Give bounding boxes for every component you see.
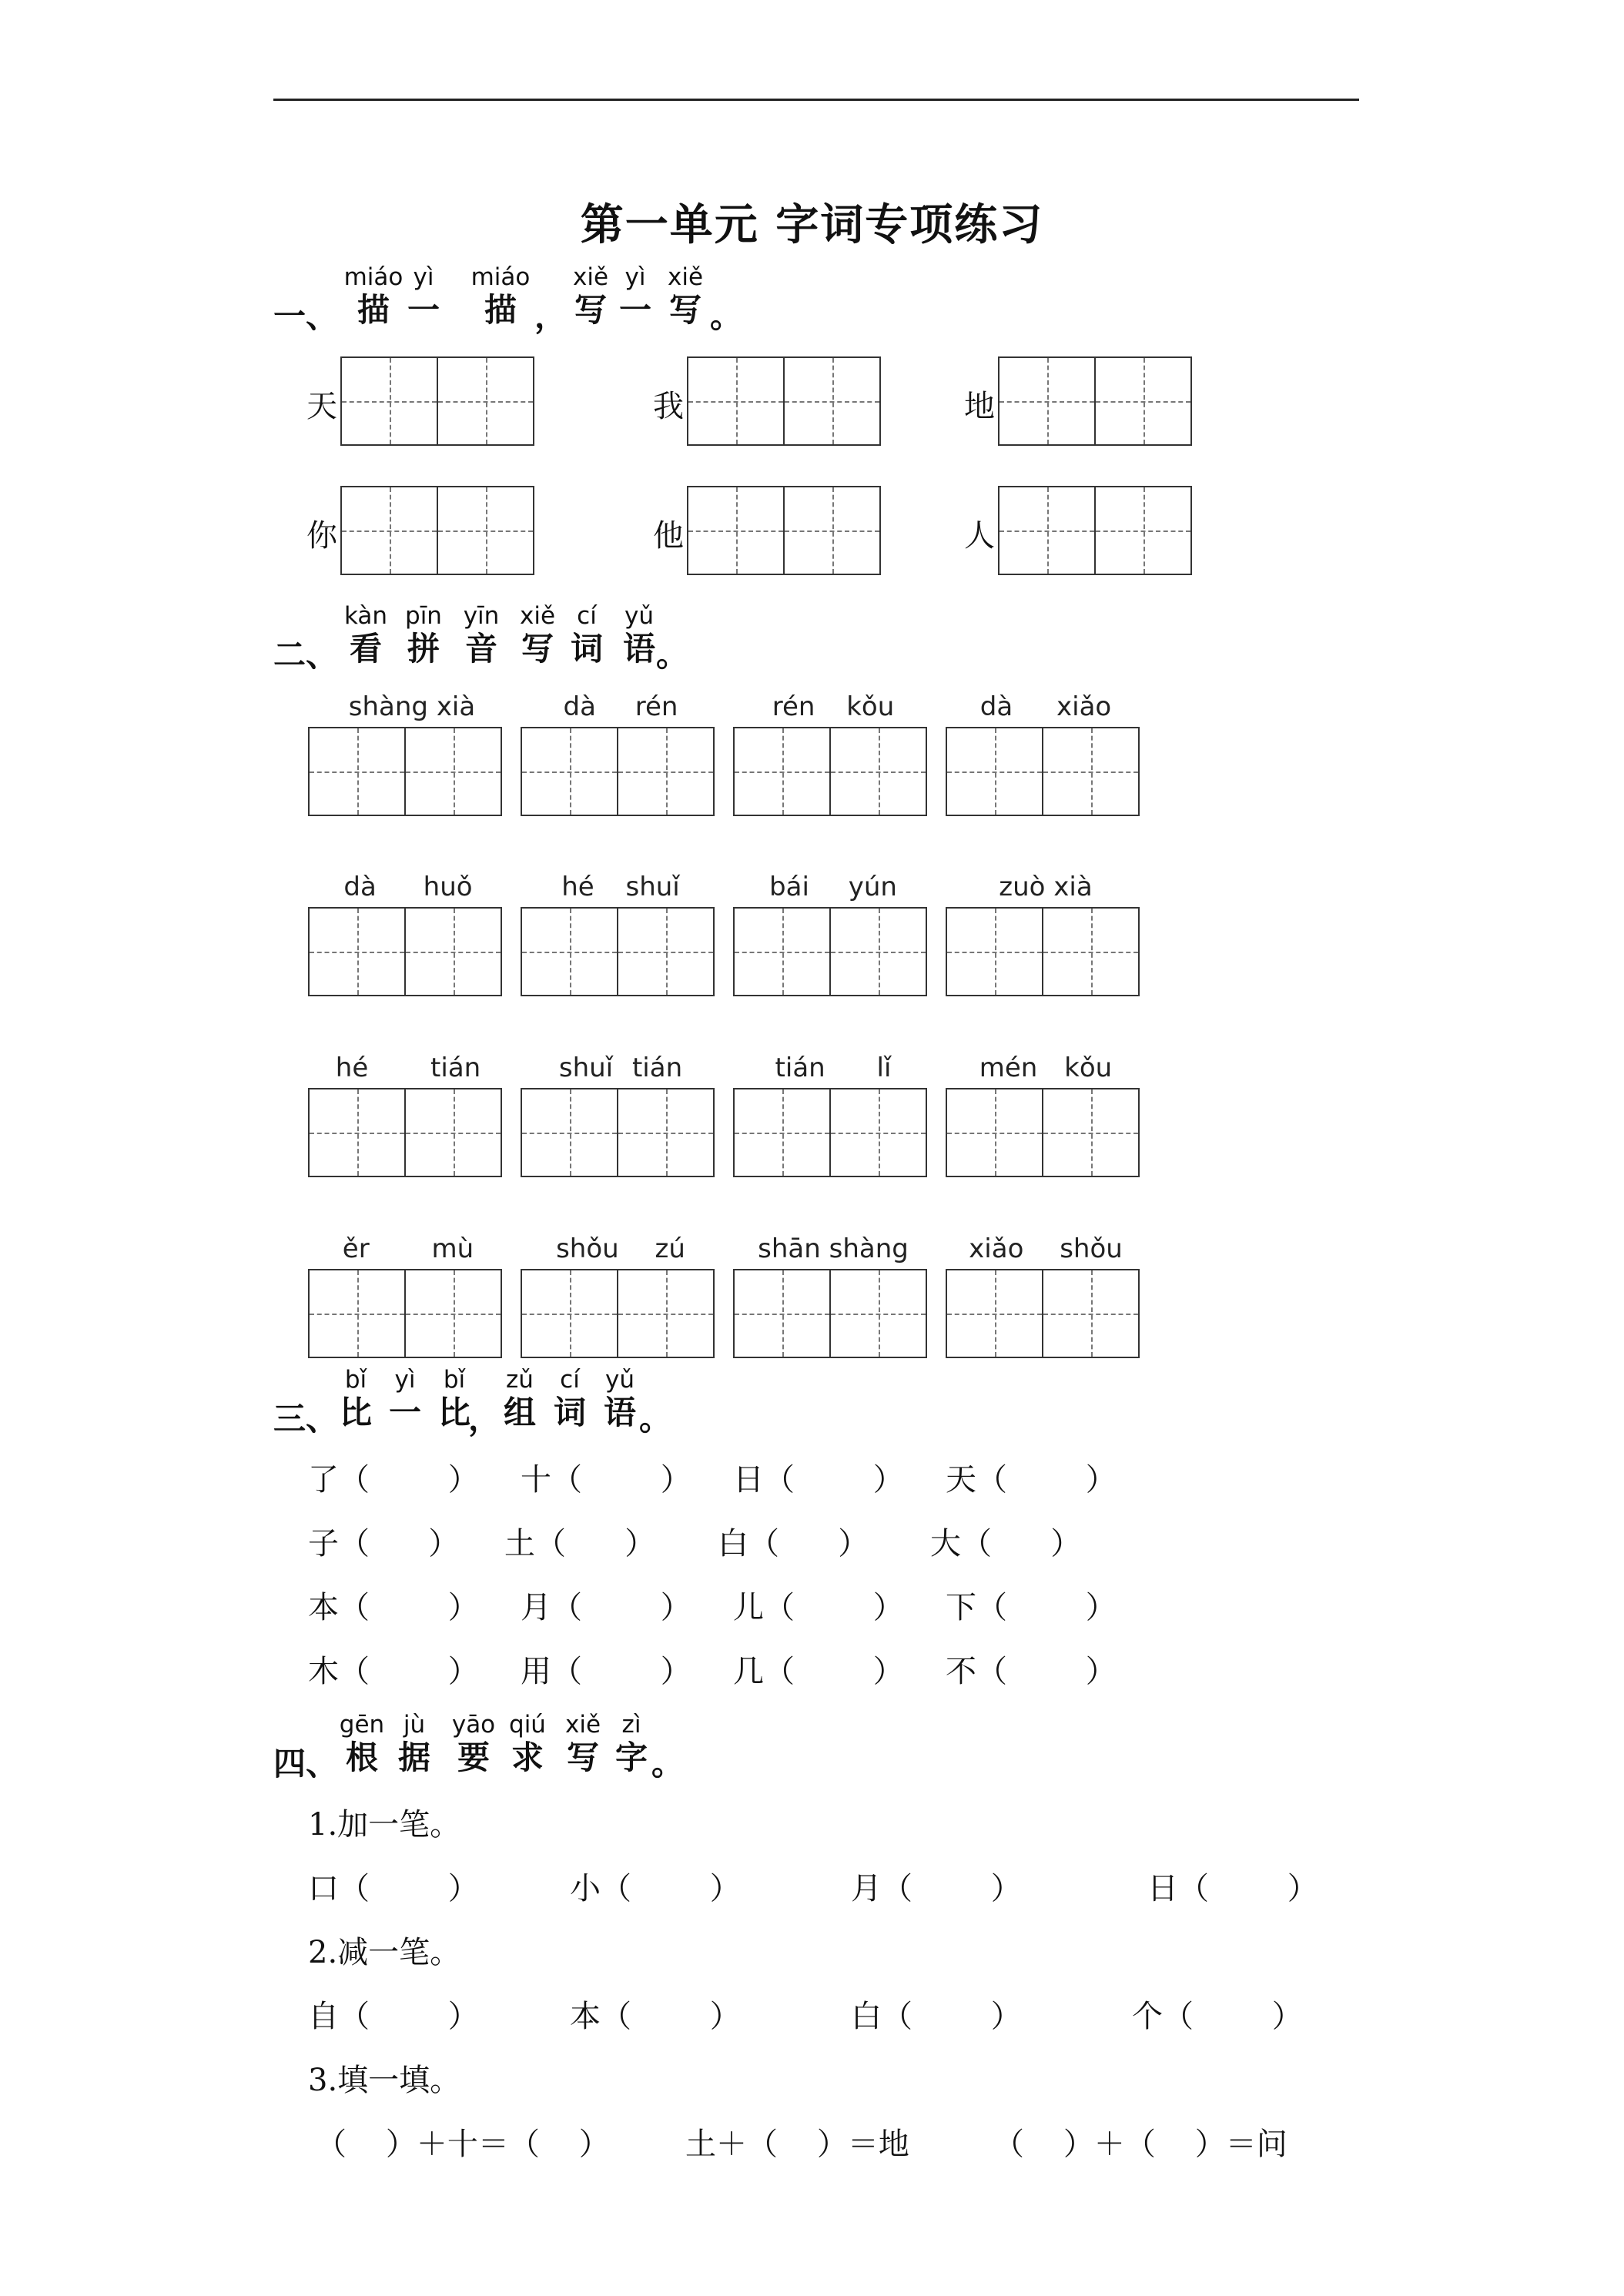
answer-grid[interactable] xyxy=(521,727,715,816)
pinyin-label: mén kǒu xyxy=(979,1053,1113,1083)
pinyin-label: hé shuǐ xyxy=(561,872,680,902)
page-title: 第一单元 字词专项练习 xyxy=(580,199,1044,250)
section-1-period: 。 xyxy=(710,297,743,335)
section-4-period: 。 xyxy=(651,1745,685,1782)
fill-blank-item[interactable]: 小（ ） xyxy=(570,1871,741,1906)
pinyin-label: dà rén xyxy=(563,691,678,722)
section-4-ruby-2: yāo 要 xyxy=(451,1711,496,1776)
section-1-ruby-3: xiě 写 xyxy=(572,263,609,329)
fill-blank-item[interactable]: 下（ ） xyxy=(946,1590,1117,1625)
fill-blank-item[interactable]: 自（ ） xyxy=(308,1999,479,2034)
answer-grid[interactable] xyxy=(946,727,1140,816)
writing-grid[interactable] xyxy=(340,356,534,446)
fill-blank-item[interactable]: 儿（ ） xyxy=(733,1590,904,1625)
section-4-ruby-5: zì 字 xyxy=(614,1711,648,1776)
section-2-ruby-5: yǔ 语 xyxy=(622,602,655,668)
answer-grid[interactable] xyxy=(521,1269,715,1358)
question-2-title: 2.减一笔。 xyxy=(308,1935,461,1970)
writing-grid[interactable] xyxy=(998,356,1192,446)
trace-char-label: 天 xyxy=(306,389,337,424)
fill-blank-item[interactable]: 白（ ） xyxy=(718,1526,869,1561)
section-1-ruby-1: yì 一 xyxy=(407,263,440,329)
section-3-ruby-5: yǔ 语 xyxy=(603,1366,636,1431)
fill-blank-item[interactable]: 本（ ） xyxy=(308,1590,479,1625)
pinyin-label: xiǎo shǒu xyxy=(969,1233,1123,1264)
fill-blank-item[interactable]: （ ）＋十＝（ ） xyxy=(316,2127,610,2162)
section-3-ruby-1: yì 一 xyxy=(388,1366,421,1431)
pinyin-label: zuò xià xyxy=(999,872,1093,902)
question-1-title: 1.加一笔。 xyxy=(308,1807,461,1842)
answer-grid[interactable] xyxy=(733,1088,927,1177)
fill-blank-item[interactable]: 天（ ） xyxy=(946,1462,1117,1498)
section-3-ruby-3: zǔ 组 xyxy=(503,1366,536,1431)
trace-char-label: 我 xyxy=(653,389,684,424)
pinyin-label: shǒu zú xyxy=(556,1233,685,1264)
section-2-number: 二、 xyxy=(273,636,339,674)
section-4-ruby-0: gēn 根 xyxy=(339,1711,385,1776)
pinyin-label: tián lǐ xyxy=(775,1053,892,1083)
section-1-ruby-4: yì 一 xyxy=(618,263,651,329)
pinyin-label: ěr mù xyxy=(342,1233,474,1264)
section-2-ruby-0: kàn 看 xyxy=(343,602,388,668)
trace-char-label: 人 xyxy=(964,518,995,554)
pinyin-label: dà huǒ xyxy=(343,872,473,902)
fill-blank-item[interactable]: 本（ ） xyxy=(570,1999,741,2034)
answer-grid[interactable] xyxy=(308,1088,502,1177)
writing-grid[interactable] xyxy=(687,356,881,446)
answer-grid[interactable] xyxy=(521,1088,715,1177)
pinyin-label: shuǐ tián xyxy=(558,1053,683,1083)
pinyin-label: bái yún xyxy=(769,872,897,902)
fill-blank-item[interactable]: 了（ ） xyxy=(308,1462,479,1498)
answer-grid[interactable] xyxy=(733,907,927,996)
fill-blank-item[interactable]: 月（ ） xyxy=(521,1590,691,1625)
fill-blank-item[interactable]: 大（ ） xyxy=(930,1526,1082,1561)
fill-blank-item[interactable]: （ ）＋（ ）＝问 xyxy=(993,2127,1287,2162)
fill-blank-item[interactable]: 口（ ） xyxy=(308,1871,479,1906)
writing-grid[interactable] xyxy=(687,486,881,575)
writing-grid[interactable] xyxy=(998,486,1192,575)
pinyin-label: shān shàng xyxy=(758,1233,909,1264)
fill-blank-item[interactable]: 白（ ） xyxy=(851,1999,1022,2034)
section-1-ruby-0: miáo 描 xyxy=(343,263,403,329)
writing-grid[interactable] xyxy=(340,486,534,575)
pinyin-label: hé tián xyxy=(335,1053,481,1083)
section-1-number: 一、 xyxy=(273,297,339,335)
section-3-ruby-4: cí 词 xyxy=(553,1366,586,1431)
trace-char-label: 地 xyxy=(964,389,995,424)
trace-char-label: 你 xyxy=(306,518,337,554)
answer-grid[interactable] xyxy=(521,907,715,996)
fill-blank-item[interactable]: 个（ ） xyxy=(1132,1999,1303,2034)
fill-blank-item[interactable]: 土＋（ ）＝地 xyxy=(685,2127,909,2162)
fill-blank-item[interactable]: 用（ ） xyxy=(521,1654,691,1689)
answer-grid[interactable] xyxy=(946,1269,1140,1358)
fill-blank-item[interactable]: 土（ ） xyxy=(504,1526,656,1561)
answer-grid[interactable] xyxy=(946,907,1140,996)
section-3-ruby-2: bǐ 比 xyxy=(437,1366,470,1431)
answer-grid[interactable] xyxy=(308,727,502,816)
section-1-ruby-2: miáo 描 xyxy=(470,263,531,329)
section-2-ruby-4: cí 词 xyxy=(570,602,603,668)
section-3-ruby-0: bǐ 比 xyxy=(339,1366,372,1431)
section-2-ruby-1: pīn 拼 xyxy=(405,602,442,668)
header-rule xyxy=(273,99,1359,101)
section-4-ruby-1: jù 据 xyxy=(397,1711,430,1776)
section-1-comma: ， xyxy=(534,297,568,335)
section-1-ruby-5: xiě 写 xyxy=(667,263,704,329)
section-4-ruby-4: xiě 写 xyxy=(564,1711,601,1776)
section-3-number: 三、 xyxy=(273,1400,339,1438)
answer-grid[interactable] xyxy=(946,1088,1140,1177)
section-2-ruby-2: yīn 音 xyxy=(463,602,500,668)
fill-blank-item[interactable]: 几（ ） xyxy=(733,1654,904,1689)
answer-grid[interactable] xyxy=(733,727,927,816)
pinyin-label: shàng xià xyxy=(348,691,476,722)
fill-blank-item[interactable]: 日（ ） xyxy=(733,1462,904,1498)
fill-blank-item[interactable]: 日（ ） xyxy=(1147,1871,1318,1906)
fill-blank-item[interactable]: 子（ ） xyxy=(308,1526,460,1561)
question-3-title: 3.填一填。 xyxy=(308,2063,461,2098)
section-3-comma: ， xyxy=(468,1400,501,1438)
answer-grid[interactable] xyxy=(308,1269,502,1358)
answer-grid[interactable] xyxy=(733,1269,927,1358)
pinyin-label: dà xiǎo xyxy=(979,691,1112,722)
section-2-period: 。 xyxy=(656,636,689,674)
section-4-number: 四、 xyxy=(273,1745,339,1782)
fill-blank-item[interactable]: 不（ ） xyxy=(946,1654,1117,1689)
fill-blank-item[interactable]: 十（ ） xyxy=(521,1462,691,1498)
fill-blank-item[interactable]: 木（ ） xyxy=(308,1654,479,1689)
pinyin-label: rén kǒu xyxy=(772,691,895,722)
answer-grid[interactable] xyxy=(308,907,502,996)
fill-blank-item[interactable]: 月（ ） xyxy=(851,1871,1022,1906)
section-4-ruby-3: qiú 求 xyxy=(509,1711,546,1776)
trace-char-label: 他 xyxy=(653,518,684,554)
section-3-period: 。 xyxy=(639,1400,672,1438)
section-2-ruby-3: xiě 写 xyxy=(519,602,556,668)
